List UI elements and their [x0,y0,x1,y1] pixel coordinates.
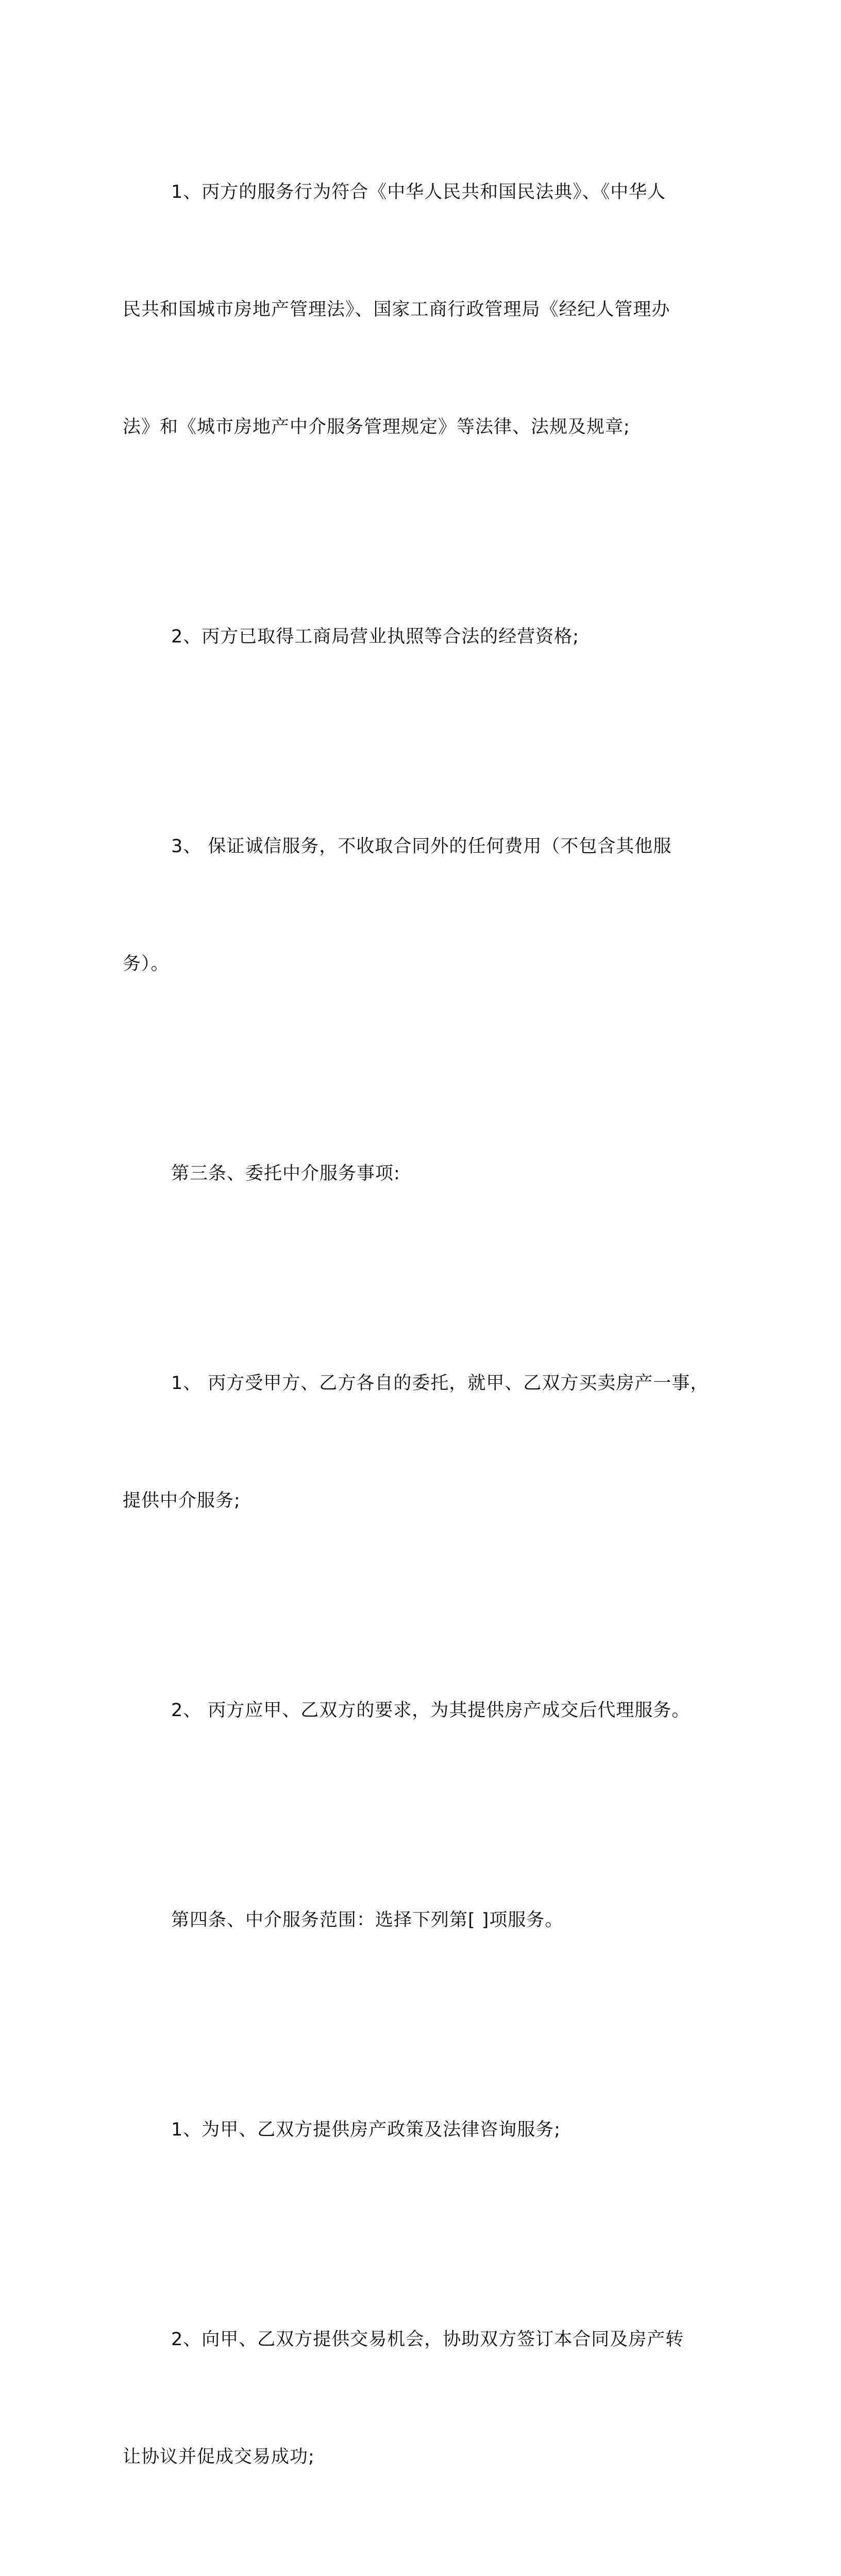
document-body [123,94,715,2576]
text-line: 2、丙方已取得工商局营业执照等合法的经营资格; [171,626,580,647]
text-line: 1、 丙方受甲方、乙方各自的委托，就甲、乙双方买卖房产一事， [171,1373,709,1394]
paragraph-article-4-item-3 [123,2569,715,2576]
text-line: 3、 保证诚信服务，不收取合同外的任何费用（不包含其他服 [171,836,672,857]
paragraph-qualification-2 [123,539,715,735]
text-line: 第三条、委托中介服务事项: [171,1163,400,1184]
text-line: 2、 丙方应甲、乙双方的要求，为其提供房产成交后代理服务。 [171,1700,691,1721]
paragraph-qualification-3 [123,749,715,1062]
paragraph-article-4-item-2 [123,2242,715,2555]
text-line: 民共和国城市房地产管理法》、国家工商行政管理局《经纪人管理办 [123,299,670,320]
text-line: 法》和《城市房地产中介服务管理规定》等法律、法规及规章; [123,417,630,437]
text-line: 1、丙方的服务行为符合《中华人民共和国民法典》、《中华人 [171,182,666,202]
text-line: 1、为甲、乙双方提供房产政策及法律咨询服务; [171,2120,561,2140]
text-line: 让协议并促成交易成功; [123,2447,315,2467]
text-line: 2、向甲、乙双方提供交易机会，协助双方签订本合同及房产转 [171,2329,684,2350]
paragraph-article-4-item-1 [123,2032,715,2228]
text-line: 提供中介服务; [123,1490,241,1511]
text-line: 务）。 [123,954,170,974]
paragraph-qualification-1 [123,94,715,525]
text-line: 第四条、中介服务范围：选择下列第[ ]项服务。 [171,1910,564,1930]
section-heading-article-4 [123,1822,715,2018]
paragraph-article-3-item-1 [123,1285,715,1599]
paragraph-article-3-item-2 [123,1613,715,1808]
section-heading-article-3 [123,1076,715,1272]
